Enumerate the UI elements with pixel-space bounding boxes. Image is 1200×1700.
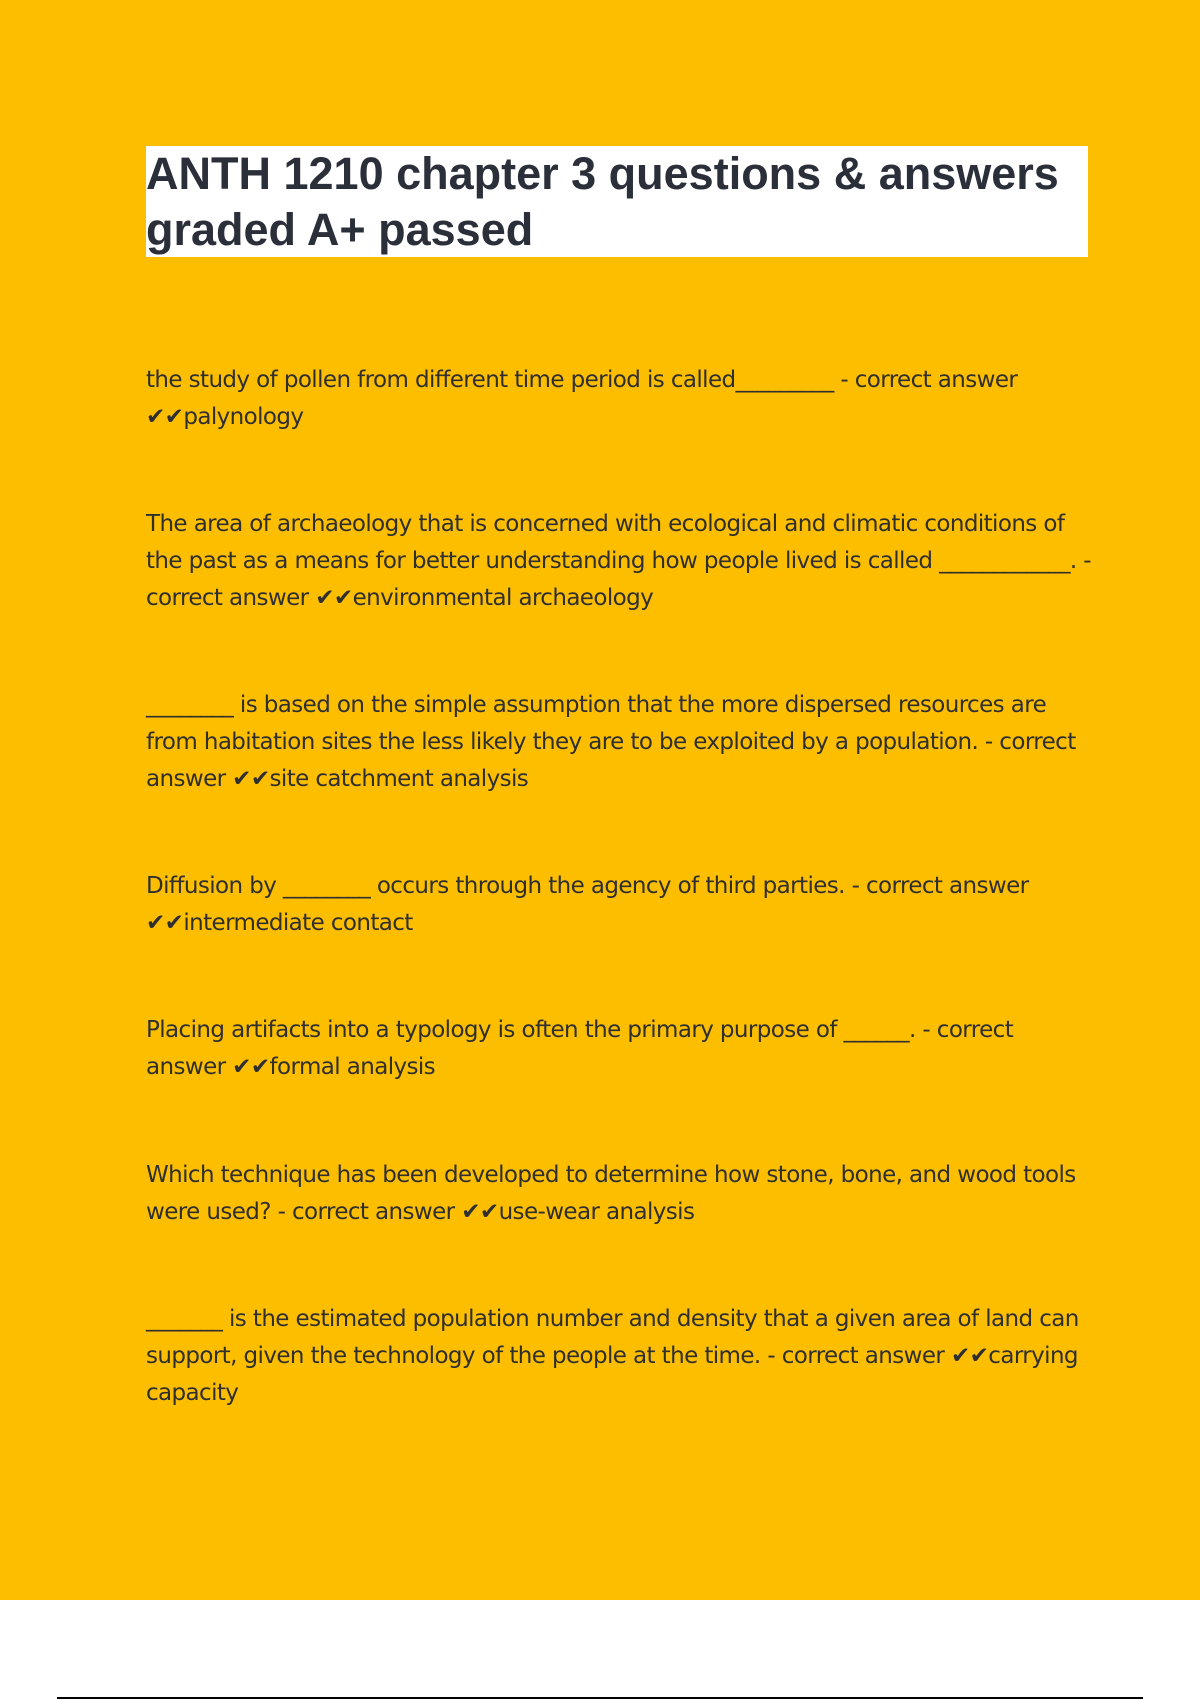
title-box	[146, 146, 1088, 257]
footer-divider	[57, 1697, 1143, 1699]
qa-item: ________ is based on the simple assumption that the more dispersed resources are from habitation sites the less likely they are to be exploited by a population. - correct answer ✔✔site catchment analysis	[146, 692, 1076, 792]
document-title: ANTH 1210 chapter 3 questions & answers graded A+ passed	[146, 148, 1059, 255]
qa-item: Diffusion by ________ occurs through the agency of third parties. - correct answer ✔✔intermediate contact	[146, 873, 1029, 936]
qa-item: Placing artifacts into a typology is often the primary purpose of ______. - correct answer ✔✔formal analysis	[146, 1017, 1014, 1080]
qa-item: The area of archaeology that is concerned with ecological and climatic conditions of the past as a means for better understanding how people lived is called ____________. - correct answer ✔✔environmental archaeology	[146, 511, 1092, 611]
qa-item: _______ is the estimated population number and density that a given area of land can support, given the technology of the people at the time. - correct answer ✔✔carrying capacity	[146, 1306, 1079, 1406]
qa-item: the study of pollen from different time period is called_________ - correct answer ✔✔palynology	[146, 367, 1018, 430]
qa-item: Which technique has been developed to determine how stone, bone, and wood tools were used? - correct answer ✔✔use-wear analysis	[146, 1162, 1076, 1225]
